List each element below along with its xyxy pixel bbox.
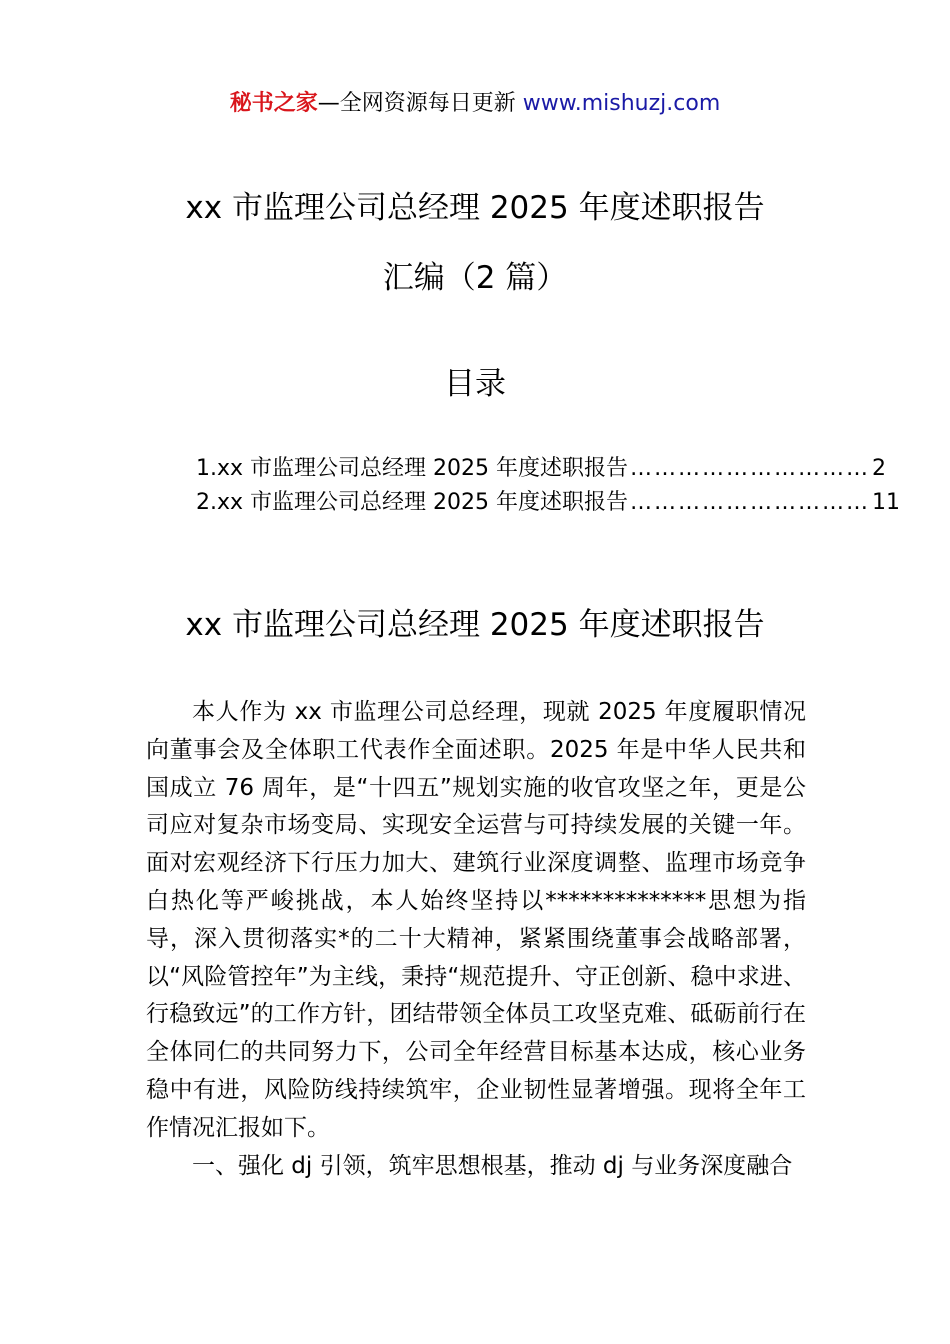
- site-banner: [0, 88, 950, 120]
- toc-item-page: 2: [872, 456, 886, 481]
- section-body: [146, 694, 806, 1185]
- toc-leader-dots: …………………………: [630, 456, 870, 481]
- document-title-line1: xx 市监理公司总经理 2025 年度述职报告: [185, 190, 765, 226]
- toc-item-label: 2.xx 市监理公司总经理 2025 年度述职报告: [196, 490, 628, 515]
- site-brand: 秘书之家: [229, 91, 318, 116]
- body-heading-1: 一、强化 dj 引领，筑牢思想根基，推动 dj 与业务深度融合: [192, 1152, 793, 1179]
- toc-item-label: 1.xx 市监理公司总经理 2025 年度述职报告: [196, 456, 628, 481]
- site-url-link[interactable]: www.mishuzj.com: [522, 91, 721, 116]
- site-tagline: 全网资源每日更新: [339, 91, 516, 116]
- toc-item-page: 11: [872, 490, 900, 515]
- banner-separator: —: [317, 91, 340, 116]
- toc-title: 目录: [444, 366, 506, 402]
- section-title: xx 市监理公司总经理 2025 年度述职报告: [185, 607, 765, 643]
- document-title-line2: 汇编（2 篇）: [382, 260, 568, 296]
- toc-leader-dots: …………………………: [630, 490, 870, 515]
- toc-item-1[interactable]: [196, 452, 886, 486]
- toc-item-2[interactable]: [196, 486, 900, 520]
- body-paragraph: 本人作为 xx 市监理公司总经理，现就 2025 年度履职情况向董事会及全体职工代表作全面述职。2025 年是中华人民共和国成立 76 周年，是“十四五”规划实施的收官攻坚之年，更是公司应对复杂市场变局、实现安全运营与可持续发展的关键一年。面对宏观经济下行压力加大、建筑行业深度调整、监理市场竞争白热化等严峻挑战，本人始终坚持以**************思想为指导，深入贯彻落实*的二十大精神，紧紧围绕董事会战略部署，以“风险管控年”为主线，秉持“规范提升、守正创新、稳中求进、行稳致远”的工作方针，团结带领全体员工攻坚克难、砥砺前行在全体同仁的共同努力下，公司全年经营目标基本达成，核心业务稳中有进，风险防线持续筑牢，企业韧性显著增强。现将全年工作情况汇报如下。: [146, 699, 806, 1141]
- table-of-contents: [196, 452, 900, 520]
